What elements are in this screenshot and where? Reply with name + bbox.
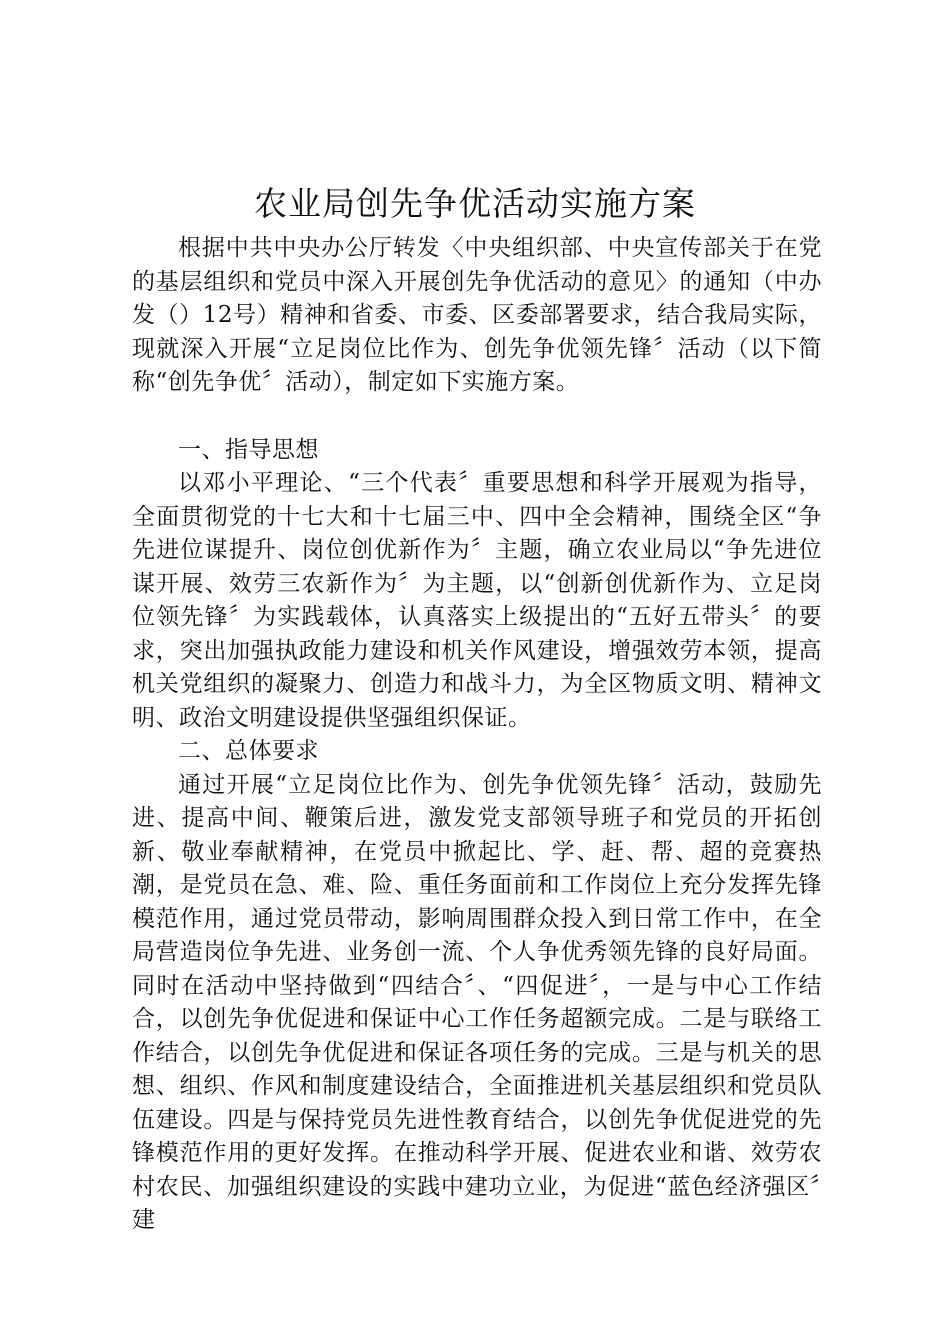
section-body-guiding-ideology: 以邓小平理论、“三个代表〞重要思想和科学开展观为指导，全面贯彻党的十七大和十七届三中、四中全会精神，围绕全区“争先进位谋提升、岗位创优新作为〞主题，确立农业局以“争先进位谋开展、效劳三农新作为〞为主题，以“创新创优新作为、立足岗位领先锋〞为实践载体，认真落实上级提出的“五好五带头〞的要求，突出加强执政能力建设和机关作风建设，增强效劳本领，提高机关党组织的凝聚力、创造力和战斗力，为全区物质文明、精神文明、政治文明建设提供坚强组织保证。 xyxy=(132,470,822,731)
document-title: 农业局创先争优活动实施方案 xyxy=(254,184,696,223)
intro-paragraph: 根据中共中央办公厅转发〈中央组织部、中央宣传部关于在党的基层组织和党员中深入开展创先争优活动的意见〉的通知（中办发（）12号）精神和省委、市委、区委部署要求，结合我局实际，现就深入开展“立足岗位比作为、创先争优领先锋〞活动（以下简称“创先争优〞活动），制定如下实施方案。 xyxy=(132,235,822,395)
section-body-general-requirements: 通过开展“立足岗位比作为、创先争优领先锋〞活动，鼓励先进、提高中间、鞭策后进，激发党支部领导班子和党员的开拓创新、敬业奉献精神，在党员中掀起比、学、赶、帮、超的竞赛热潮，是党员在急、难、险、重任务面前和工作岗位上充分发挥先锋模范作用，通过党员带动，影响周围群众投入到日常工作中，在全局营造岗位争先进、业务创一流、个人争优秀领先锋的良好局面。同时在活动中坚持做到“四结合〞、“四促进〞，一是与中心工作结合，以创先争优促进和保证中心工作任务超额完成。二是与联络工作结合，以创先争优促进和保证各项任务的完成。三是与机关的思想、组织、作风和制度建设结合，全面推进机关基层组织和党员队伍建设。四是与保持党员先进性教育结合，以创先争优促进党的先锋模范作用的更好发挥。在推动科学开展、促进农业和谐、效劳农村农民、加强组织建设的实践中建功立业，为促进“蓝色经济强区〞建 xyxy=(132,771,822,1233)
document-body xyxy=(132,232,822,1238)
section-heading-guiding-ideology: 一、指导思想 xyxy=(178,436,319,463)
section-heading-general-requirements: 二、总体要求 xyxy=(178,738,319,764)
